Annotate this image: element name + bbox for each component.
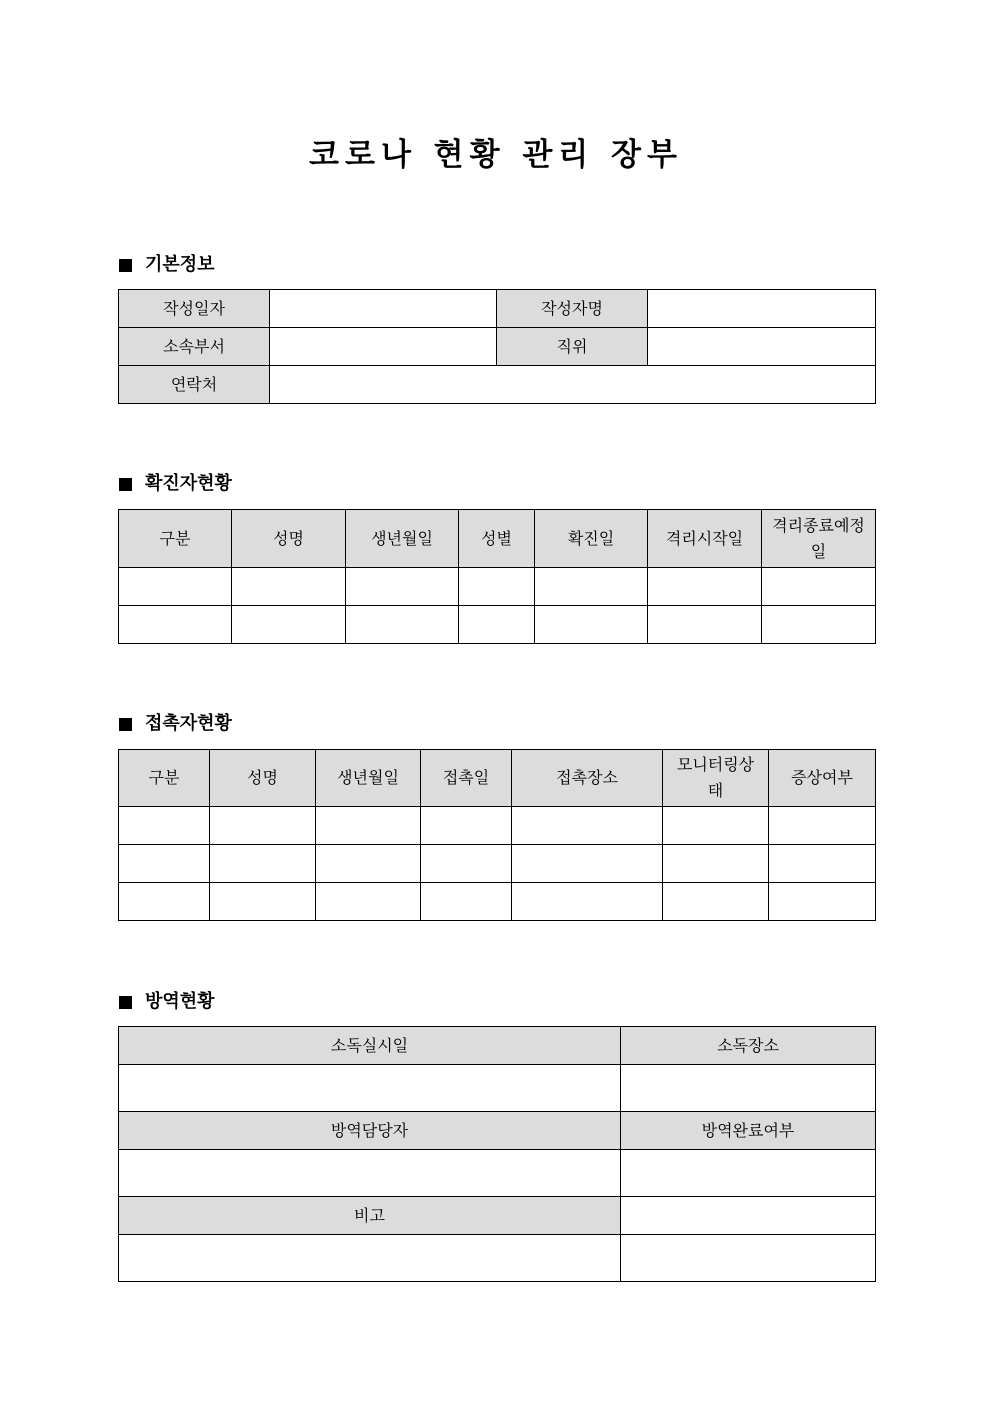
table-cell[interactable] — [346, 568, 459, 606]
square-bullet-icon — [119, 996, 132, 1009]
table-row — [119, 568, 876, 606]
label-department: 소속부서 — [119, 328, 270, 366]
table-cell[interactable] — [119, 568, 232, 606]
table-cell[interactable] — [119, 807, 210, 845]
square-bullet-icon — [119, 718, 132, 731]
section-title: 확진자현황 — [145, 473, 232, 494]
table-row — [119, 606, 876, 644]
table-cell[interactable] — [769, 807, 876, 845]
section-title: 방역현황 — [145, 991, 215, 1012]
contacts-table — [118, 749, 876, 921]
section-heading-contacts — [119, 712, 232, 736]
table-cell[interactable] — [663, 845, 769, 883]
column-header: 성명 — [210, 750, 316, 807]
table-cell[interactable] — [512, 845, 663, 883]
table-cell[interactable] — [421, 845, 512, 883]
table-cell[interactable] — [210, 845, 316, 883]
column-header: 접촉장소 — [512, 750, 663, 807]
section-heading-quarantine — [119, 990, 215, 1014]
table-cell[interactable] — [535, 606, 648, 644]
input-author[interactable] — [648, 290, 876, 328]
input-date[interactable] — [270, 290, 497, 328]
column-header: 확진일 — [535, 510, 648, 568]
table-cell[interactable] — [459, 568, 535, 606]
column-header: 격리시작일 — [648, 510, 762, 568]
table-cell[interactable] — [316, 883, 421, 921]
column-header: 구분 — [119, 510, 232, 568]
table-cell[interactable] — [512, 883, 663, 921]
section-title: 접촉자현황 — [145, 713, 232, 734]
column-header: 생년월일 — [346, 510, 459, 568]
table-cell[interactable] — [346, 606, 459, 644]
table-cell[interactable] — [232, 568, 346, 606]
table-cell[interactable] — [119, 845, 210, 883]
column-header: 격리종료예정일 — [762, 510, 876, 568]
square-bullet-icon — [119, 478, 132, 491]
input-quarantine-completed[interactable] — [621, 1150, 876, 1197]
table-cell[interactable] — [769, 883, 876, 921]
input-remarks[interactable] — [119, 1235, 621, 1282]
column-header: 구분 — [119, 750, 210, 807]
column-header: 모니터링상태 — [663, 750, 769, 807]
empty-cell[interactable] — [621, 1197, 876, 1235]
table-cell[interactable] — [210, 807, 316, 845]
label-disinfect-place: 소독장소 — [621, 1027, 876, 1065]
section-heading-confirmed — [119, 472, 232, 496]
label-date: 작성일자 — [119, 290, 270, 328]
table-cell[interactable] — [316, 845, 421, 883]
page-title: 코로나 현황 관리 장부 — [309, 137, 683, 173]
column-header: 성명 — [232, 510, 346, 568]
table-row — [119, 845, 876, 883]
table-cell[interactable] — [663, 883, 769, 921]
table-cell[interactable] — [663, 807, 769, 845]
column-header: 생년월일 — [316, 750, 421, 807]
input-position[interactable] — [648, 328, 876, 366]
input-quarantine-manager[interactable] — [119, 1150, 621, 1197]
table-cell[interactable] — [316, 807, 421, 845]
basic-info-table — [118, 289, 876, 404]
table-row — [119, 807, 876, 845]
table-cell[interactable] — [535, 568, 648, 606]
label-position: 직위 — [497, 328, 648, 366]
table-cell[interactable] — [421, 807, 512, 845]
table-cell[interactable] — [762, 606, 876, 644]
label-contact: 연락처 — [119, 366, 270, 404]
quarantine-table — [118, 1026, 876, 1282]
section-heading-basic-info — [119, 253, 215, 277]
column-header: 접촉일 — [421, 750, 512, 807]
input-department[interactable] — [270, 328, 497, 366]
table-cell[interactable] — [232, 606, 346, 644]
confirmed-table — [118, 509, 876, 644]
column-header: 성별 — [459, 510, 535, 568]
empty-cell[interactable] — [621, 1235, 876, 1282]
table-cell[interactable] — [119, 883, 210, 921]
table-cell[interactable] — [512, 807, 663, 845]
label-remarks: 비고 — [119, 1197, 621, 1235]
table-cell[interactable] — [762, 568, 876, 606]
table-cell[interactable] — [459, 606, 535, 644]
input-disinfect-date[interactable] — [119, 1065, 621, 1112]
label-author: 작성자명 — [497, 290, 648, 328]
table-cell[interactable] — [421, 883, 512, 921]
input-contact[interactable] — [270, 366, 876, 404]
table-cell[interactable] — [210, 883, 316, 921]
table-cell[interactable] — [648, 568, 762, 606]
table-cell[interactable] — [769, 845, 876, 883]
table-cell[interactable] — [648, 606, 762, 644]
label-quarantine-manager: 방역담당자 — [119, 1112, 621, 1150]
input-disinfect-place[interactable] — [621, 1065, 876, 1112]
label-quarantine-completed: 방역완료여부 — [621, 1112, 876, 1150]
column-header: 증상여부 — [769, 750, 876, 807]
square-bullet-icon — [119, 259, 132, 272]
section-title: 기본정보 — [145, 254, 215, 275]
table-cell[interactable] — [119, 606, 232, 644]
label-disinfect-date: 소독실시일 — [119, 1027, 621, 1065]
table-row — [119, 883, 876, 921]
